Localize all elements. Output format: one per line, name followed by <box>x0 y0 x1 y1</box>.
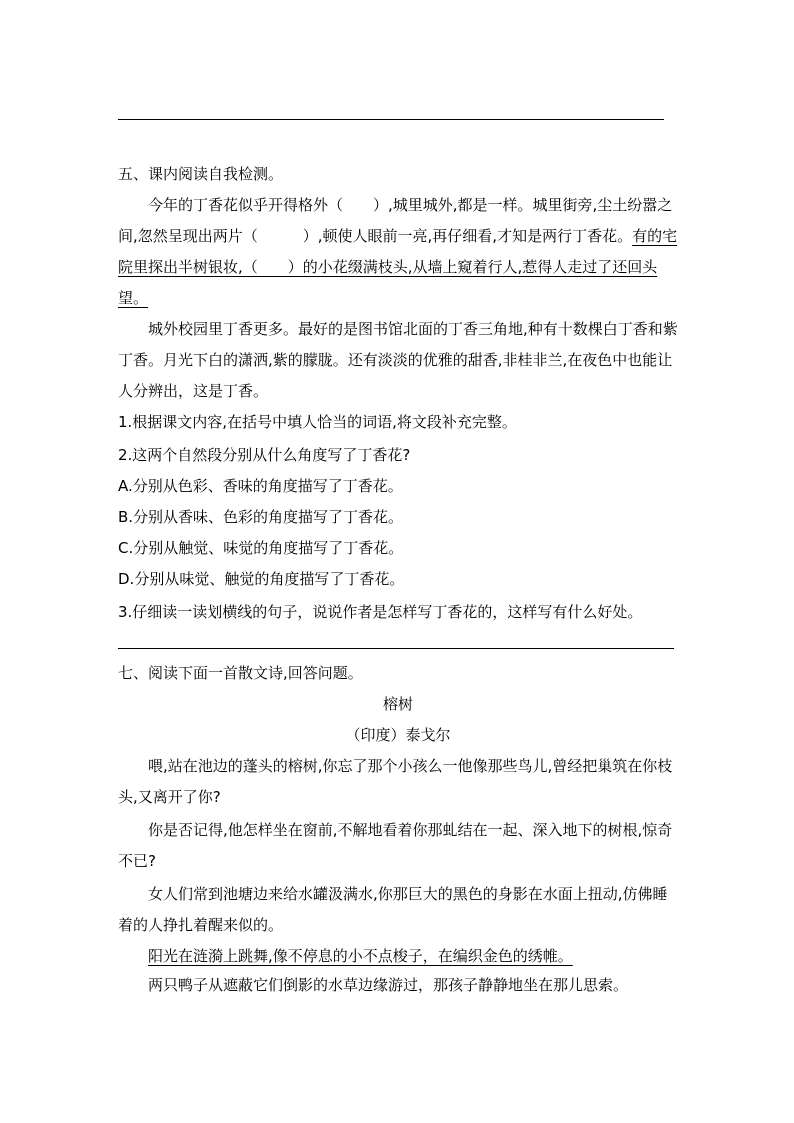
poem-paragraph-4 <box>118 941 678 972</box>
option-d: D.分别从味觉、触觉的角度描写了丁香花。 <box>118 570 405 588</box>
poem-paragraph-1: 喂,站在池边的蓬头的榕树,你忘了那个小孩么一他像那些鸟儿,曾经把巢筑在你枝头,又离开了你? <box>118 757 673 806</box>
section-7-title: 七、阅读下面一首散文诗,回答问题。 <box>118 664 363 682</box>
question-2: 2.这两个自然段分别从什么角度写了丁香花? <box>118 446 411 464</box>
question-3: 3.仔细读一读划横线的句子，说说作者是怎样写丁香花的，这样写有什么好处。 <box>118 603 643 621</box>
option-a: A.分别从色彩、香味的角度描写了丁香花。 <box>118 477 403 495</box>
option-b: B.分别从香味、色彩的角度描写了丁香花。 <box>118 508 404 526</box>
underlined-poem-sentence: 阳光在涟漪上跳舞,像不停息的小不点梭子，在编织金色的绣帷。 <box>148 947 573 965</box>
poem-title: 榕树 <box>382 695 413 713</box>
section-5-paragraph-2: 城外校园里丁香更多。最好的是图书馆北面的丁香三角地,种有十数棵白丁香和紫丁香。月光下白的潇洒,紫的朦胧。还有淡淡的优雅的甜香,非桂非兰,在夜色中也能让人分辨出，这是丁香。 <box>118 320 678 400</box>
poem-author: （印度）泰戈尔 <box>345 726 451 744</box>
answer-line-top <box>118 119 664 120</box>
poem-paragraph-3: 女人们常到池塘边来给水罐汲满水,你那巨大的黑色的身影在水面上扭动,仿佛睡着的人挣扎着醒来似的。 <box>118 885 668 934</box>
underlined-sentence: 有的宅院里探出半树银妆,（ ）的小花缀满枝头,从墙上窥着行人,惹得人走过了还回头望。 <box>118 227 678 307</box>
poem-paragraph-2: 你是否记得,他怎样坐在窗前,不解地看着你那虬结在一起、深入地下的树根,惊奇不已? <box>118 821 673 870</box>
question-1: 1.根据课文内容,在括号中填人恰当的词语,将文段补充完整。 <box>118 413 517 431</box>
section-5-title: 五、课内阅读自我检测。 <box>118 165 284 183</box>
poem-paragraph-5: 两只鸭子从遮蔽它们倒影的水草边缘游过，那孩子静静地坐在那儿思索。 <box>148 976 629 994</box>
answer-line-q3 <box>118 648 674 649</box>
section-5-paragraph-1 <box>118 190 678 314</box>
option-c: C.分别从触觉、味觉的角度描写了丁香花。 <box>118 539 404 557</box>
paragraph-1-text: 今年的丁香花似乎开得格外（ ）,城里城外,都是一样。城里街旁,尘土纷嚣之间,忽然呈现出两片（ ）,顿使人眼前一亮,再仔细看,才知是两行丁香花。 <box>118 196 673 245</box>
